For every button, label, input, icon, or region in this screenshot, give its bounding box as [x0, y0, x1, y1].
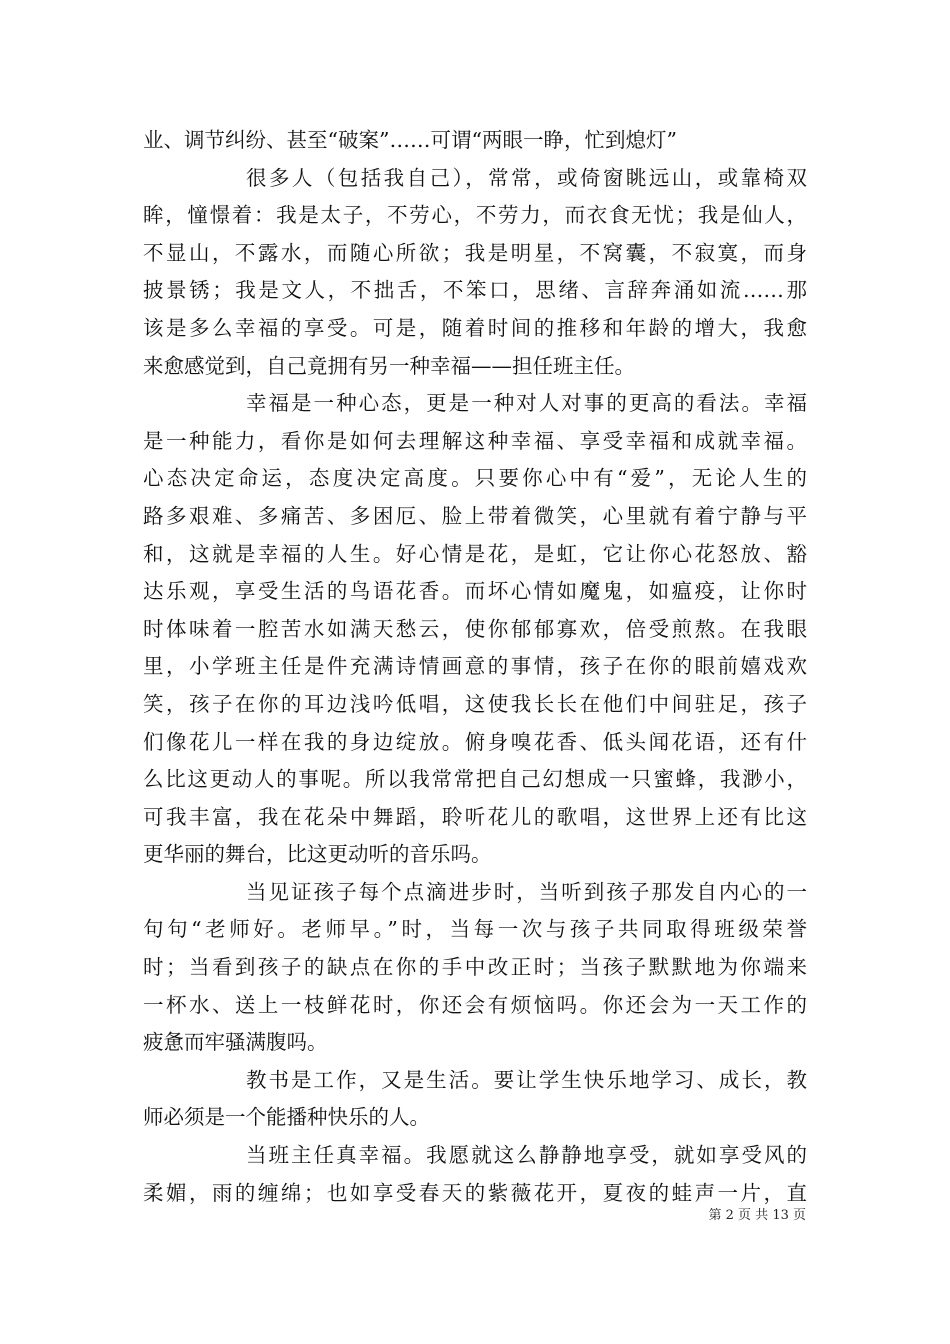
- text-line: 么比这更动人的事呢。所以我常常把自己幻想成一只蜜蜂，我渺小，: [143, 767, 807, 792]
- text-line: 更华丽的舞台，比这更动听的音乐吗。: [143, 842, 492, 867]
- text-line: 和，这就是幸福的人生。好心情是花，是虹，它让你心花怒放、豁: [143, 541, 807, 566]
- text-line: 一杯水、送上一枝鲜花时，你还会有烦恼吗。你还会为一天工作的: [143, 992, 807, 1017]
- text-line: 心态决定命运，态度决定高度。只要你心中有“爱”，无论人生的: [143, 466, 807, 491]
- text-line: 时；当看到孩子的缺点在你的手中改正时；当孩子默默地为你端来: [143, 955, 807, 980]
- text-line: 师必须是一个能播种快乐的人。: [143, 1105, 430, 1130]
- text-line: 里，小学班主任是件充满诗情画意的事情，孩子在你的眼前嬉戏欢: [143, 654, 807, 679]
- text-line: 当见证孩子每个点滴进步时，当听到孩子那发自内心的一: [246, 879, 807, 904]
- text-line: 们像花儿一样在我的身边绽放。俯身嗅花香、低头闻花语，还有什: [143, 729, 807, 754]
- text-line: 时体味着一腔苦水如满天愁云，使你郁郁寡欢，倍受煎熬。在我眼: [143, 616, 807, 641]
- text-line: 达乐观，享受生活的鸟语花香。而坏心情如魔鬼，如瘟疫，让你时: [143, 579, 807, 604]
- text-line: 眸，憧憬着：我是太子，不劳心，不劳力，而衣食无忧；我是仙人，: [143, 203, 807, 228]
- text-line: 教书是工作，又是生活。要让学生快乐地学习、成长，教: [246, 1067, 807, 1092]
- text-line: 路多艰难、多痛苦、多困厄、脸上带着微笑，心里就有着宁静与平: [143, 503, 807, 528]
- text-line: 疲惫而牢骚满腹吗。: [143, 1030, 328, 1055]
- text-line: 不显山，不露水，而随心所欲；我是明星，不窝囊，不寂寞，而身: [143, 240, 807, 265]
- body-text: [143, 122, 807, 1212]
- text-line: 柔媚，雨的缠绵；也如享受春天的紫薇花开，夏夜的蛙声一片，直: [143, 1180, 807, 1205]
- text-line: 来愈感觉到，自己竟拥有另一种幸福——担任班主任。: [143, 353, 635, 378]
- text-line: 当班主任真幸福。我愿就这么静静地享受，就如享受风的: [246, 1143, 807, 1168]
- text-line: 业、调节纠纷、甚至“破案”……可谓“两眼一睁，忙到熄灯”: [143, 128, 677, 152]
- text-line: 句句“老师好。老师早。”时，当每一次与孩子共同取得班级荣誉: [143, 917, 807, 942]
- text-line: 笑，孩子在你的耳边浅吟低唱，这使我长长在他们中间驻足，孩子: [143, 691, 807, 716]
- text-line: 幸福是一种心态，更是一种对人对事的更高的看法。幸福: [246, 391, 807, 416]
- page-number-footer: 第 2 页 共 13 页: [708, 1208, 806, 1223]
- text-line: 很多人（包括我自己），常常，或倚窗眺远山，或靠椅双: [246, 165, 807, 190]
- text-line: 可我丰富，我在花朵中舞蹈，聆听花儿的歌唱，这世界上还有比这: [143, 804, 807, 829]
- text-line: 是一种能力，看你是如何去理解这种幸福、享受幸福和成就幸福。: [143, 428, 807, 453]
- text-line: 该是多么幸福的享受。可是，随着时间的推移和年龄的增大，我愈: [143, 315, 807, 340]
- text-line: 披景锈；我是文人，不拙舌，不笨口，思绪、言辞奔涌如流……那: [143, 278, 807, 303]
